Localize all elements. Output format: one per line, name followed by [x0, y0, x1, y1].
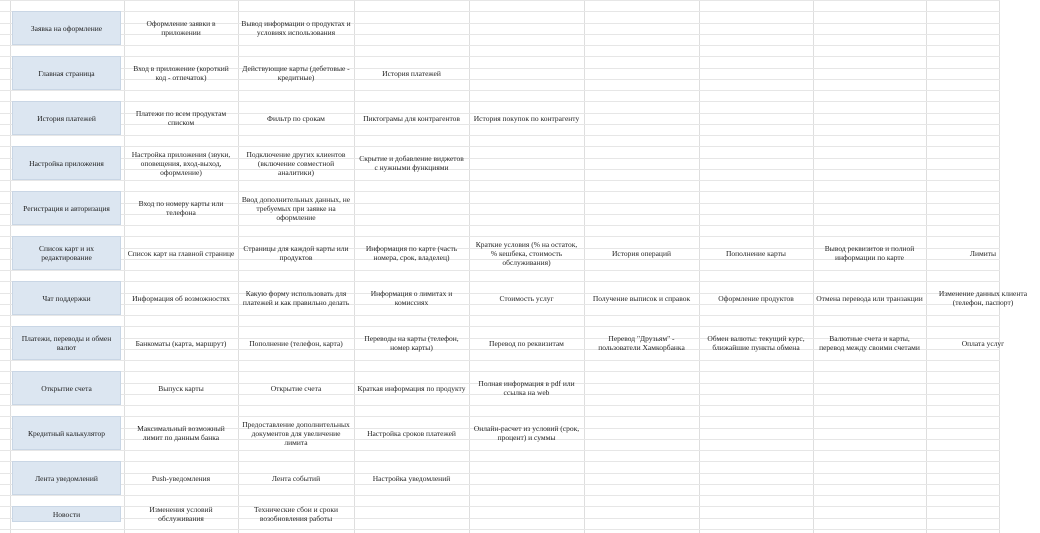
cell-text: Вход в приложение (короткий код - отпечаток) — [133, 64, 229, 82]
category-label: Кредитный калькулятор — [28, 428, 105, 438]
table-cell[interactable] — [238, 506, 354, 522]
table-cell[interactable] — [124, 101, 238, 135]
cell-text: Технические сбои и сроки возобновления работы — [253, 505, 339, 523]
cell-text: Изменения условий обслуживания — [149, 505, 213, 523]
table-cell[interactable] — [469, 416, 584, 450]
table-cell[interactable] — [238, 146, 354, 180]
table-cell[interactable] — [354, 416, 469, 450]
cell-text: Изменение данных клиента (телефон, паспорт) — [938, 289, 1028, 307]
cell-text: Вход по номеру карты или телефона — [138, 199, 224, 217]
cell-text: Настройка уведомлений — [372, 473, 451, 483]
cell-text: Предоставление дополнительных документов для увеличение лимита — [242, 419, 350, 447]
table-cell[interactable] — [124, 281, 238, 315]
table-cell[interactable] — [813, 236, 926, 270]
category-cell[interactable] — [12, 416, 121, 450]
table-cell[interactable] — [124, 416, 238, 450]
category-cell[interactable] — [12, 326, 121, 360]
table-cell[interactable] — [354, 56, 469, 90]
category-cell[interactable] — [12, 146, 121, 180]
table-cell[interactable] — [469, 281, 584, 315]
cell-text: Выпуск карты — [158, 383, 204, 393]
table-cell[interactable] — [124, 236, 238, 270]
cell-text: Банкоматы (карта, маршрут) — [135, 338, 227, 348]
table-cell[interactable] — [124, 191, 238, 225]
cell-text: Список карт на главной странице — [127, 248, 235, 258]
table-cell[interactable] — [238, 461, 354, 495]
category-cell[interactable] — [12, 461, 121, 495]
row-gridline — [0, 529, 1000, 530]
cell-text: Перевод по реквизитам — [489, 338, 564, 348]
category-label: История платежей — [37, 113, 96, 123]
table-cell[interactable] — [238, 371, 354, 405]
category-label: Лента уведомлений — [35, 473, 98, 483]
table-cell[interactable] — [124, 506, 238, 522]
cell-text: История операций — [612, 248, 671, 258]
table-cell[interactable] — [469, 326, 584, 360]
table-cell[interactable] — [354, 326, 469, 360]
category-label: Платежи, переводы и обмен валют — [21, 334, 112, 352]
cell-text: Информация по карте (часть номера, срок, владелец) — [365, 244, 458, 262]
category-cell[interactable] — [12, 236, 121, 270]
table-cell[interactable] — [699, 236, 813, 270]
table-cell[interactable] — [813, 326, 926, 360]
category-label: Чат поддержки — [42, 293, 91, 303]
category-cell[interactable] — [12, 56, 121, 90]
cell-text: История покупок по контрагенту — [473, 113, 580, 123]
table-cell[interactable] — [124, 56, 238, 90]
table-cell[interactable] — [238, 101, 354, 135]
cell-text: Оплата услуг — [961, 338, 1005, 348]
table-cell[interactable] — [926, 236, 1040, 270]
table-cell[interactable] — [238, 236, 354, 270]
cell-text: Какую форму использовать для платежей и как правильно делать — [242, 289, 350, 307]
category-label: Открытие счета — [41, 383, 92, 393]
table-cell[interactable] — [354, 371, 469, 405]
table-cell[interactable] — [469, 371, 584, 405]
table-cell[interactable] — [354, 101, 469, 135]
cell-text: Онлайн-расчет из условий (срок, процент) и суммы — [473, 424, 580, 442]
cell-text: Краткие условия (% на остаток, % кешбека, стоимость обслуживания) — [475, 239, 578, 267]
row-gridline — [0, 45, 1000, 46]
row-gridline — [0, 270, 1000, 271]
row-gridline — [0, 135, 1000, 136]
table-cell[interactable] — [584, 326, 699, 360]
cell-text: Вывод реквизитов и полной информации по карте — [824, 244, 915, 262]
category-cell[interactable] — [12, 281, 121, 315]
table-cell[interactable] — [124, 371, 238, 405]
cell-text: Полная информация в pdf или ссылка на web — [478, 379, 575, 397]
table-cell[interactable] — [124, 461, 238, 495]
table-cell[interactable] — [354, 146, 469, 180]
category-label: Заявка на оформление — [30, 23, 103, 33]
cell-text: Краткая информация по продукту — [357, 383, 466, 393]
cell-text: Ввод дополнительных данных, не требуемых при заявке на оформление — [241, 194, 351, 222]
table-row — [0, 101, 1000, 135]
table-row — [0, 326, 1005, 360]
category-cell[interactable] — [12, 11, 121, 45]
category-cell[interactable] — [12, 191, 121, 225]
row-gridline — [0, 405, 1000, 406]
row-gridline — [0, 225, 1000, 226]
cell-text: Пиктограмы для контрагентов — [363, 113, 460, 123]
category-label: Настройка приложения — [29, 158, 104, 168]
row-gridline — [0, 0, 1000, 1]
cell-text: Перевод "Друзьям" - пользователи Хамкорбанка — [598, 334, 685, 352]
cell-text: Отмена перевода или транзакции — [816, 293, 923, 303]
table-cell[interactable] — [238, 416, 354, 450]
row-gridline — [0, 90, 1000, 91]
cell-text: Оформление заявки в приложении — [146, 19, 216, 37]
category-cell[interactable] — [12, 506, 121, 522]
cell-text: Открытие счета — [270, 383, 322, 393]
cell-text: Платежи по всем продуктам списком — [135, 109, 227, 127]
table-cell[interactable] — [813, 281, 926, 315]
table-row — [0, 146, 1000, 180]
cell-text: Стоимость услуг — [499, 293, 554, 303]
table-cell[interactable] — [238, 326, 354, 360]
row-gridline — [0, 315, 1000, 316]
category-label: Список карт и их редактирование — [39, 244, 94, 262]
table-cell[interactable] — [238, 56, 354, 90]
row-gridline — [0, 180, 1000, 181]
cell-text: Подключение других клиентов (включение совместной аналитики) — [246, 149, 346, 177]
category-cell[interactable] — [12, 371, 121, 405]
cell-text: Переводы на карты (телефон, номер карты) — [364, 334, 459, 352]
table-cell[interactable] — [699, 326, 813, 360]
table-row — [0, 281, 1028, 315]
table-row — [0, 371, 1000, 405]
table-cell[interactable] — [124, 146, 238, 180]
table-cell[interactable] — [699, 281, 813, 315]
category-label: Главная страница — [38, 68, 95, 78]
cell-text: Пополнение (телефон, карта) — [249, 338, 343, 348]
table-row — [0, 506, 1000, 522]
table-cell[interactable] — [584, 281, 699, 315]
table-row — [0, 191, 1000, 225]
table-row — [0, 236, 1000, 270]
cell-text: Обмен валюты: текущий курс, ближайшие пункты обмена — [707, 334, 805, 352]
cell-text: Страницы для каждой карты или продуктов — [243, 244, 349, 262]
table-row — [0, 11, 1000, 45]
table-cell[interactable] — [238, 191, 354, 225]
table-cell[interactable] — [124, 11, 238, 45]
cell-text: Информация о лимитах и комиссиях — [370, 289, 453, 307]
table-row — [0, 416, 1000, 450]
cell-text: Информация об возможностях — [132, 293, 230, 303]
category-cell[interactable] — [12, 101, 121, 135]
cell-text: Пополнение карты — [726, 248, 786, 258]
cell-text: Вывод информации о продуктах и условиях использования — [241, 19, 351, 37]
cell-text: Push-уведомления — [151, 473, 211, 483]
cell-text: Действующие карты (дебетовые - кредитные) — [242, 64, 350, 82]
table-cell[interactable] — [354, 236, 469, 270]
table-cell[interactable] — [238, 281, 354, 315]
cell-text: Настройка сроков платежей — [367, 428, 456, 438]
cell-text: Максимальный возможный лимит по данным банка — [137, 424, 225, 442]
table-cell[interactable] — [469, 236, 584, 270]
cell-text: Фильтр по срокам — [267, 113, 325, 123]
cell-text: Лимиты — [969, 248, 997, 258]
cell-text: Настройка приложения (звуки, оповещения, вход-выход, оформление) — [131, 149, 231, 177]
table-cell[interactable] — [238, 11, 354, 45]
table-cell[interactable] — [469, 101, 584, 135]
table-row — [0, 461, 1000, 495]
table-row — [0, 56, 1000, 90]
cell-text: История платежей — [382, 68, 441, 78]
table-cell[interactable] — [354, 281, 469, 315]
category-label: Регистрация и авторизация — [23, 203, 110, 213]
table-cell[interactable] — [354, 461, 469, 495]
cell-text: Валютные счета и карты, перевод между своими счетами — [819, 334, 920, 352]
row-gridline — [0, 450, 1000, 451]
cell-text: Скрытие и добавление виджетов с нужными функциями — [359, 154, 464, 172]
table-cell[interactable] — [584, 236, 699, 270]
table-cell[interactable] — [926, 281, 1040, 315]
cell-text: Оформление продуктов — [718, 293, 794, 303]
cell-text: Лента событий — [271, 473, 321, 483]
cell-text: Получение выписок и справок — [592, 293, 691, 303]
row-gridline — [0, 495, 1000, 496]
table-cell[interactable] — [926, 326, 1040, 360]
table-cell[interactable] — [124, 326, 238, 360]
row-gridline — [0, 360, 1000, 361]
category-label: Новости — [52, 509, 81, 519]
